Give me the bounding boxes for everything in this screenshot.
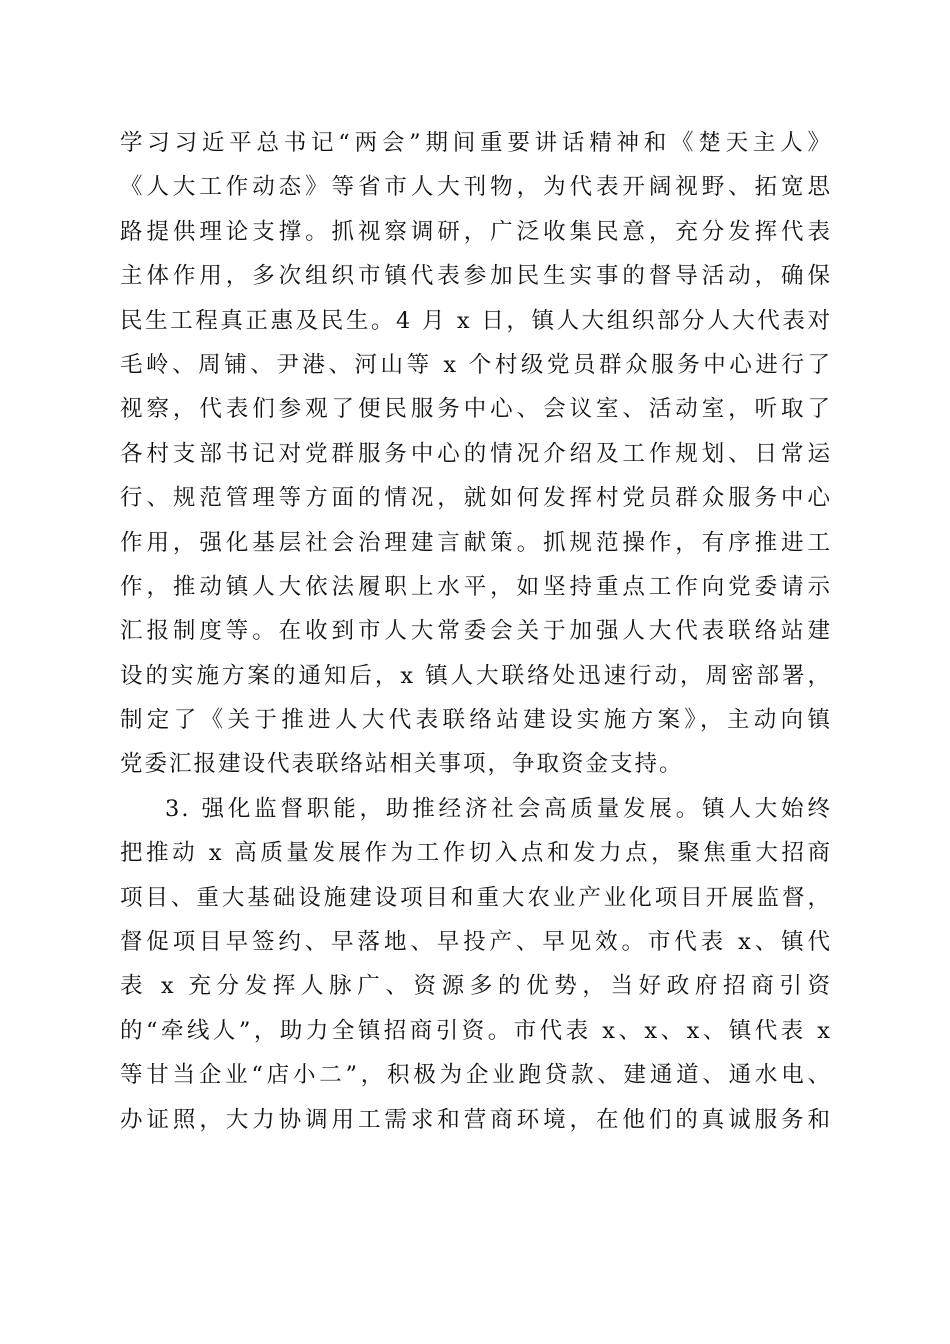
text-line: 各村支部书记对党群服务中心的情况介绍及工作规划、日常运: [120, 440, 832, 467]
text-line: 行、规范管理等方面的情况，就如何发挥村党员群众服务中心: [120, 485, 832, 512]
text-line: 路提供理论支撑。抓视察调研，广泛收集民意，充分发挥代表: [120, 218, 832, 245]
text-line: 作用，强化基层社会治理建言献策。抓规范操作，有序推进工: [120, 529, 832, 556]
text-line: 作，推动镇人大依法履职上水平，如坚持重点工作向党委请示: [120, 573, 832, 600]
paragraph-end-line: 党委汇报建设代表联络站相关事项，争取资金支持。: [120, 751, 684, 778]
text-line: 学习习近平总书记“两会”期间重要讲话精神和《楚天主人》: [120, 130, 832, 156]
text-line: 表 x 充分发挥人脉广、资源多的优势，当好政府招商引资: [120, 973, 832, 1000]
text-line: 视察，代表们参观了便民服务中心、会议室、活动室，听取了: [120, 396, 832, 423]
text-line: 汇报制度等。在收到市人大常委会关于加强人大代表联络站建: [120, 618, 832, 645]
text-line: 设的实施方案的通知后，x 镇人大联络处迅速行动，周密部署，: [120, 662, 832, 689]
text-line: 督促项目早签约、早落地、早投产、早见效。市代表 x、镇代: [120, 929, 832, 956]
text-line: 毛岭、周铺、尹港、河山等 x 个村级党员群众服务中心进行了: [120, 351, 832, 378]
document-body: [120, 121, 832, 1142]
text-line: 制定了《关于推进人大代表联络站建设实施方案》，主动向镇: [120, 707, 832, 734]
section-heading-line: 3. 强化监督职能，助推经济社会高质量发展。镇人大始终: [165, 795, 832, 822]
text-line: 把推动 x 高质量发展作为工作切入点和发力点，聚焦重大招商: [120, 840, 832, 867]
text-line: 《人大工作动态》等省市人大刊物，为代表开阔视野、拓宽思: [120, 174, 832, 201]
text-line: 等甘当企业“店小二”，积极为企业跑贷款、建通道、通水电、: [120, 1062, 832, 1089]
text-line: 主体作用，多次组织市镇代表参加民生实事的督导活动，确保: [120, 263, 832, 290]
text-line: 办证照，大力协调用工需求和营商环境，在他们的真诚服务和: [120, 1106, 832, 1133]
text-line: 民生工程真正惠及民生。4 月 x 日，镇人大组织部分人大代表对: [120, 307, 832, 334]
text-line: 的“牵线人”，助力全镇招商引资。市代表 x、x、x、镇代表 x: [120, 1017, 832, 1044]
text-line: 项目、重大基础设施建设项目和重大农业产业化项目开展监督，: [120, 884, 832, 911]
